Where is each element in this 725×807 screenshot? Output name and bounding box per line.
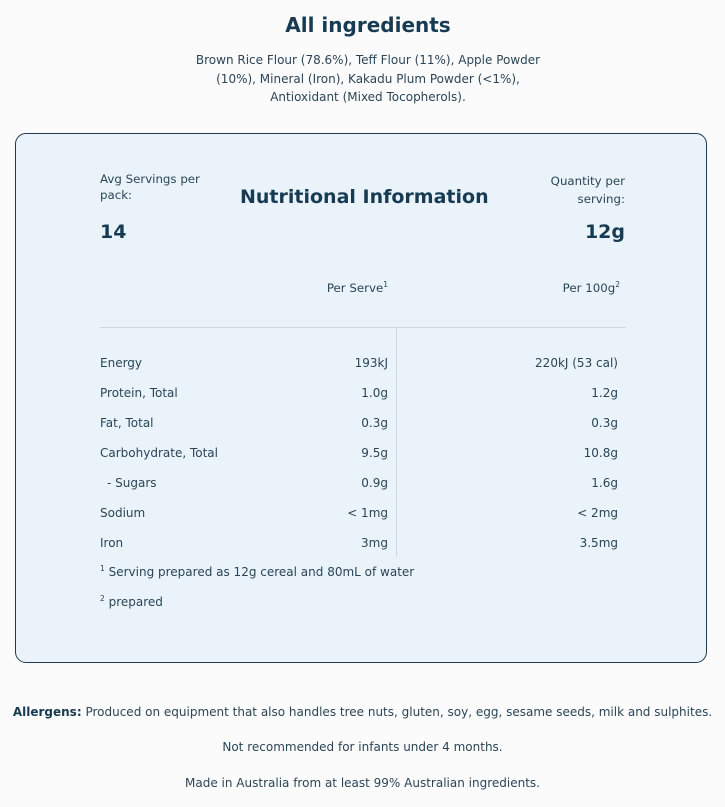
nutrition-title: Nutritional Information [240, 186, 489, 208]
ingredients-title: All ingredients [285, 13, 451, 37]
servings-value: 14 [100, 221, 127, 243]
origin-note: Made in Australia from at least 99% Australian ingredients. [185, 776, 540, 790]
table-row: Protein, Total 1.0g 1.2g [100, 386, 618, 400]
allergens-note: Allergens: Produced on equipment that also handles tree nuts, gluten, soy, egg, sesame seeds, milk and sulphites. [12, 705, 713, 719]
footnote-2: $^2$ prepared [100, 594, 163, 609]
infant-warning: Not recommended for infants under 4 months. [222, 740, 503, 754]
table-row: Carbohydrate, Total 9.5g 10.8g [100, 446, 618, 460]
quantity-value: 12g [584, 221, 625, 243]
table-row: Sodium < 1mg < 2mg [100, 506, 618, 520]
quantity-label: Quantity per serving: [550, 174, 625, 206]
ingredients-text: Brown Rice Flour (78.6%), Teff Flour (11%), Apple Powder (10%), Mineral (Iron), Kakadu Plum Powder (<1%), Antioxidant (Mixed Tocopherols). [195, 53, 541, 104]
col-header-per-100g: Per $100g^2$ [562, 280, 620, 295]
table-row: Iron 3mg 3.5mg [100, 536, 618, 550]
col-header-per-serve: Per Serve$^1$ [326, 280, 388, 295]
table-row: Energy 193kJ 220kJ (53 cal) [100, 356, 618, 370]
nutrition-panel [15, 133, 707, 663]
table-row: Fat, Total 0.3g 0.3g [100, 416, 618, 430]
table-row: - Sugars 0.9g 1.6g [107, 476, 618, 490]
footnote-1: $^1$ Serving prepared as 12g cereal and 80mL of water [100, 564, 415, 579]
table-divider [100, 327, 626, 328]
servings-label: Avg Servings per pack: [100, 172, 200, 202]
